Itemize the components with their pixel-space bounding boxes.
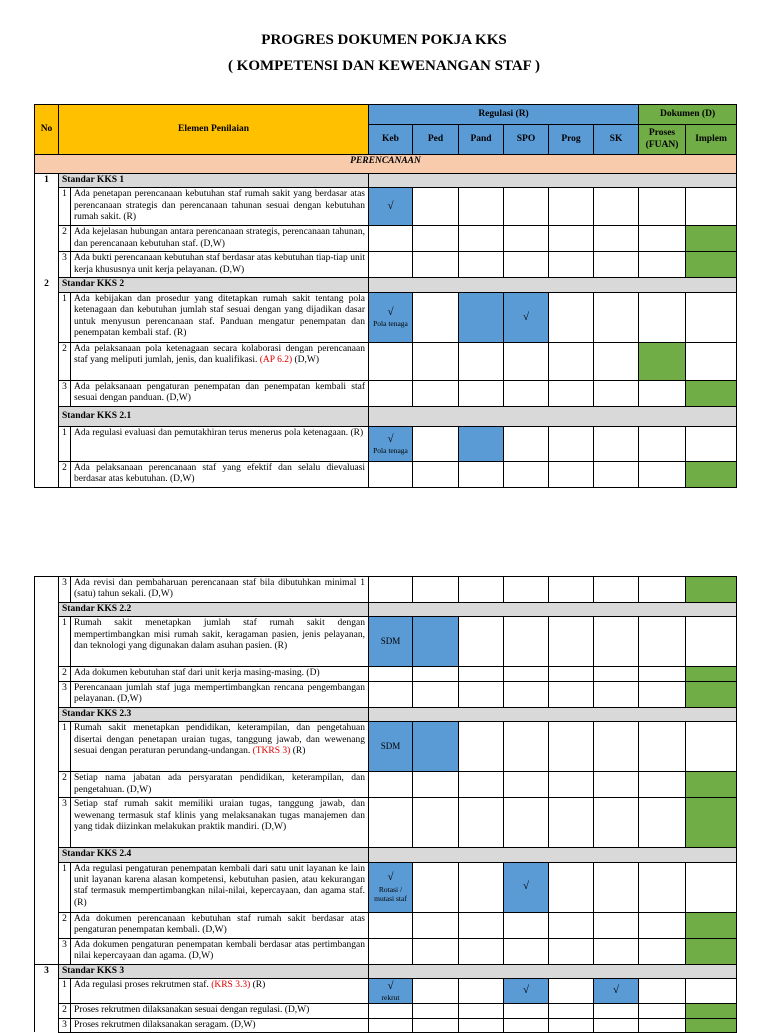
cell-keb-filled xyxy=(369,862,413,912)
element-text: Ada bukti perencanaan kebutuhan staf berdasar atas kebutuhan tiap-tiap unit kerja khususnya unit kerja pelayanan. (D,W) xyxy=(71,252,369,278)
element-text: Rumah sakit menetapkan pendidikan, keterampilan, dan pengetahuan disertai dengan penetapan uraian tugas, tanggung jawab, dan wewenang sesuai dengan peraturan perundang-undangan. (TKRS 3) (R) xyxy=(71,722,369,772)
sub-number: 1 xyxy=(59,722,71,772)
progress-table-bottom xyxy=(34,576,737,1033)
cell-sk-filled xyxy=(594,978,639,1003)
element-text: Ada regulasi evaluasi dan pemutakhiran terus menerus pola ketenagaan. (R) xyxy=(71,426,369,461)
cell-implem-filled xyxy=(686,772,737,798)
sub-number: 1 xyxy=(59,862,71,912)
cell-implem-filled xyxy=(686,577,737,603)
sub-number: 1 xyxy=(59,617,71,667)
sub-number: 3 xyxy=(59,798,71,848)
element-text: Ada pelaksanaan pengaturan penempatan dan penempatan kembali staf sesuai dengan panduan. (D,W) xyxy=(71,380,369,406)
cell-keb-filled xyxy=(369,426,413,461)
cell-implem-filled xyxy=(686,380,737,406)
sub-number: 2 xyxy=(59,912,71,938)
header-regulasi: Regulasi (R) xyxy=(369,105,639,125)
element-text: Setiap staf rumah sakit memiliki uraian tugas, tanggung jawab, dan wewenang termasuk staf klinis yang melaksanakan tugas manajemen dan yang tidak diizinkan melakukan praktik mandiri. (D,W) xyxy=(71,798,369,848)
header-sk: SK xyxy=(594,125,639,155)
header-prog: Prog xyxy=(549,125,594,155)
element-text: Proses rekrutmen dilaksanakan seragam. (D,W) xyxy=(71,1018,369,1032)
sub-number: 2 xyxy=(59,1004,71,1018)
document-subtitle: ( KOMPETENSI DAN KEWENANGAN STAF ) xyxy=(227,58,541,74)
header-ped: Ped xyxy=(413,125,459,155)
document-title: PROGRES DOKUMEN POKJA KKS xyxy=(261,32,507,48)
cell-spo-filled xyxy=(504,978,549,1003)
cell-note: Pola tenaga xyxy=(373,445,408,455)
cell-pand-filled xyxy=(459,426,504,461)
element-text: Ada regulasi proses rekrutmen staf. (KRS 3.3) (R) xyxy=(71,978,369,1003)
header-keb: Keb xyxy=(369,125,413,155)
cell-implem-filled xyxy=(686,461,737,487)
sub-number: 3 xyxy=(59,380,71,406)
element-text: Ada pelaksanaan perencanaan staf yang efektif dan selalu dievaluasi berdasar atas kebutuhan. (D,W) xyxy=(71,461,369,487)
sub-number: 1 xyxy=(59,978,71,1003)
standard-label: Standar KKS 2.1 xyxy=(59,406,369,426)
check-icon: √ xyxy=(612,984,620,997)
header-pand: Pand xyxy=(459,125,504,155)
cell-implem-filled xyxy=(686,1018,737,1032)
cell-keb-filled xyxy=(369,188,413,226)
standard-label: Standar KKS 3 xyxy=(59,964,369,978)
header-elemen: Elemen Penilaian xyxy=(59,105,369,155)
standard-label: Standar KKS 2.2 xyxy=(59,603,369,617)
element-text: Ada regulasi pengaturan penempatan kembali dari satu unit layanan ke lain unit layanan karena alasan kompetensi, kebutuhan pasien, atau kekurangan staf termasuk mempertimbangkan nilai-nilai, kepercayaan, dan agama staf. (R) xyxy=(71,862,369,912)
standard-label: Standar KKS 2.3 xyxy=(59,707,369,721)
element-text: Perencanaan jumlah staf juga mempertimbangkan rencana pengembangan pelayanan. (D,W) xyxy=(71,681,369,707)
cell-ped-filled xyxy=(413,617,459,667)
check-icon: √ xyxy=(387,200,394,213)
check-icon: √ xyxy=(387,871,394,884)
sub-number: 2 xyxy=(59,667,71,681)
element-text: Ada dokumen perencanaan kebutuhan staf rumah sakit berdasar atas pengaturan penempatan kembali. (D,W) xyxy=(71,912,369,938)
cell-proses-filled xyxy=(639,342,686,380)
reference-code: (TKRS 3) xyxy=(252,745,291,756)
check-icon: √ xyxy=(387,306,394,319)
sub-number: 2 xyxy=(59,342,71,380)
header-implem: Implem xyxy=(686,125,737,155)
standard-label: Standar KKS 1 xyxy=(59,174,369,188)
check-icon: √ xyxy=(387,432,394,445)
element-text: Ada kejelasan hubungan antara perencanaan strategis, perencanaan tahunan, dan perencanaan kebutuhan staf. (D,W) xyxy=(71,226,369,252)
standard-number: 1 xyxy=(35,174,59,188)
cell-keb-filled xyxy=(369,292,413,342)
check-icon: √ xyxy=(387,979,394,992)
element-text: Setiap nama jabatan ada persyaratan pendidikan, keterampilan, dan pengetahuan. (D,W) xyxy=(71,772,369,798)
sub-number: 3 xyxy=(59,252,71,278)
check-icon: √ xyxy=(522,880,530,893)
cell-keb-filled xyxy=(369,978,413,1003)
sub-number: 3 xyxy=(59,681,71,707)
cell-implem-filled xyxy=(686,252,737,278)
header-dokumen: Dokumen (D) xyxy=(639,105,737,125)
sub-number: 2 xyxy=(59,461,71,487)
cell-implem-filled xyxy=(686,226,737,252)
sub-number: 2 xyxy=(59,772,71,798)
header-no: No xyxy=(35,105,59,155)
cell-implem-filled xyxy=(686,667,737,681)
element-text: Proses rekrutmen dilaksanakan sesuai dengan regulasi. (D,W) xyxy=(71,1004,369,1018)
cell-implem-filled xyxy=(686,681,737,707)
cell-implem-filled xyxy=(686,798,737,848)
sub-number: 3 xyxy=(59,1018,71,1032)
cell-implem-filled xyxy=(686,912,737,938)
cell-keb-filled: SDM xyxy=(369,722,413,772)
cell-note: Rotasi / mutasi staf xyxy=(374,884,407,903)
sub-number: 3 xyxy=(59,577,71,603)
standard-label: Standar KKS 2 xyxy=(59,278,369,292)
sub-number: 2 xyxy=(59,226,71,252)
header-spo: SPO xyxy=(504,125,549,155)
cell-spo-filled xyxy=(504,292,549,342)
cell-note: rekrut xyxy=(381,993,400,1003)
cell-spo-filled xyxy=(504,862,549,912)
section-perencanaan: PERENCANAAN xyxy=(35,155,737,174)
cell-implem-filled xyxy=(686,1004,737,1018)
element-text: Ada revisi dan pembaharuan perencanaan staf bila dibutuhkan minimal 1 (satu) tahun sekali. (D,W) xyxy=(71,577,369,603)
element-text: Ada dokumen kebutuhan staf dari unit kerja masing-masing. (D) xyxy=(71,667,369,681)
cell-implem-filled xyxy=(686,938,737,964)
standard-number: 2 xyxy=(35,278,59,292)
cell-keb-filled: SDM xyxy=(369,617,413,667)
reference-code: (KRS 3.3) xyxy=(211,979,251,990)
progress-table-top xyxy=(34,104,737,488)
element-text: Ada kebijakan dan prosedur yang ditetapkan rumah sakit tentang pola ketenagaan dan kebutuhan jumlah staf sesuai dengan yang dijadikan dasar untuk menyusun perencanaan staf. Panduan mengatur penempatan dan penempatan kembali staf. (R) xyxy=(71,292,369,342)
sub-number: 1 xyxy=(59,426,71,461)
element-text: Rumah sakit menetapkan jumlah staf rumah sakit dengan mempertimbangkan misi rumah sakit, keragaman pasien, jenis pelayanan, dan teknologi yang digunakan dalam asuhan pasien. (R) xyxy=(71,617,369,667)
sub-number: 1 xyxy=(59,292,71,342)
check-icon: √ xyxy=(522,310,530,323)
cell-ped-filled xyxy=(413,722,459,772)
sub-number: 3 xyxy=(59,938,71,964)
header-proses: Proses (FUAN) xyxy=(639,125,686,155)
element-text: Ada dokumen pengaturan penempatan kembali berdasar atas pertimbangan nilai kepercayaan dan agama. (D,W) xyxy=(71,938,369,964)
sub-number: 1 xyxy=(59,188,71,226)
cell-note: Pola tenaga xyxy=(373,319,408,329)
element-text: Ada penetapan perencanaan kebutuhan staf rumah sakit yang berdasar atas perencanaan strategis dan perencanaan tahunan sesuai dengan kebutuhan rumah sakit. (R) xyxy=(71,188,369,226)
standard-label: Standar KKS 2.4 xyxy=(59,848,369,862)
cell-pand-filled xyxy=(459,292,504,342)
reference-code: (AP 6.2) xyxy=(259,355,293,366)
check-icon: √ xyxy=(522,984,530,997)
element-text: Ada pelaksanaan pola ketenagaan secara kolaborasi dengan perencanaan staf yang meliputi jumlah, jenis, dan kualifikasi. (AP 6.2) (D,W) xyxy=(71,342,369,380)
standard-number: 3 xyxy=(35,964,59,978)
